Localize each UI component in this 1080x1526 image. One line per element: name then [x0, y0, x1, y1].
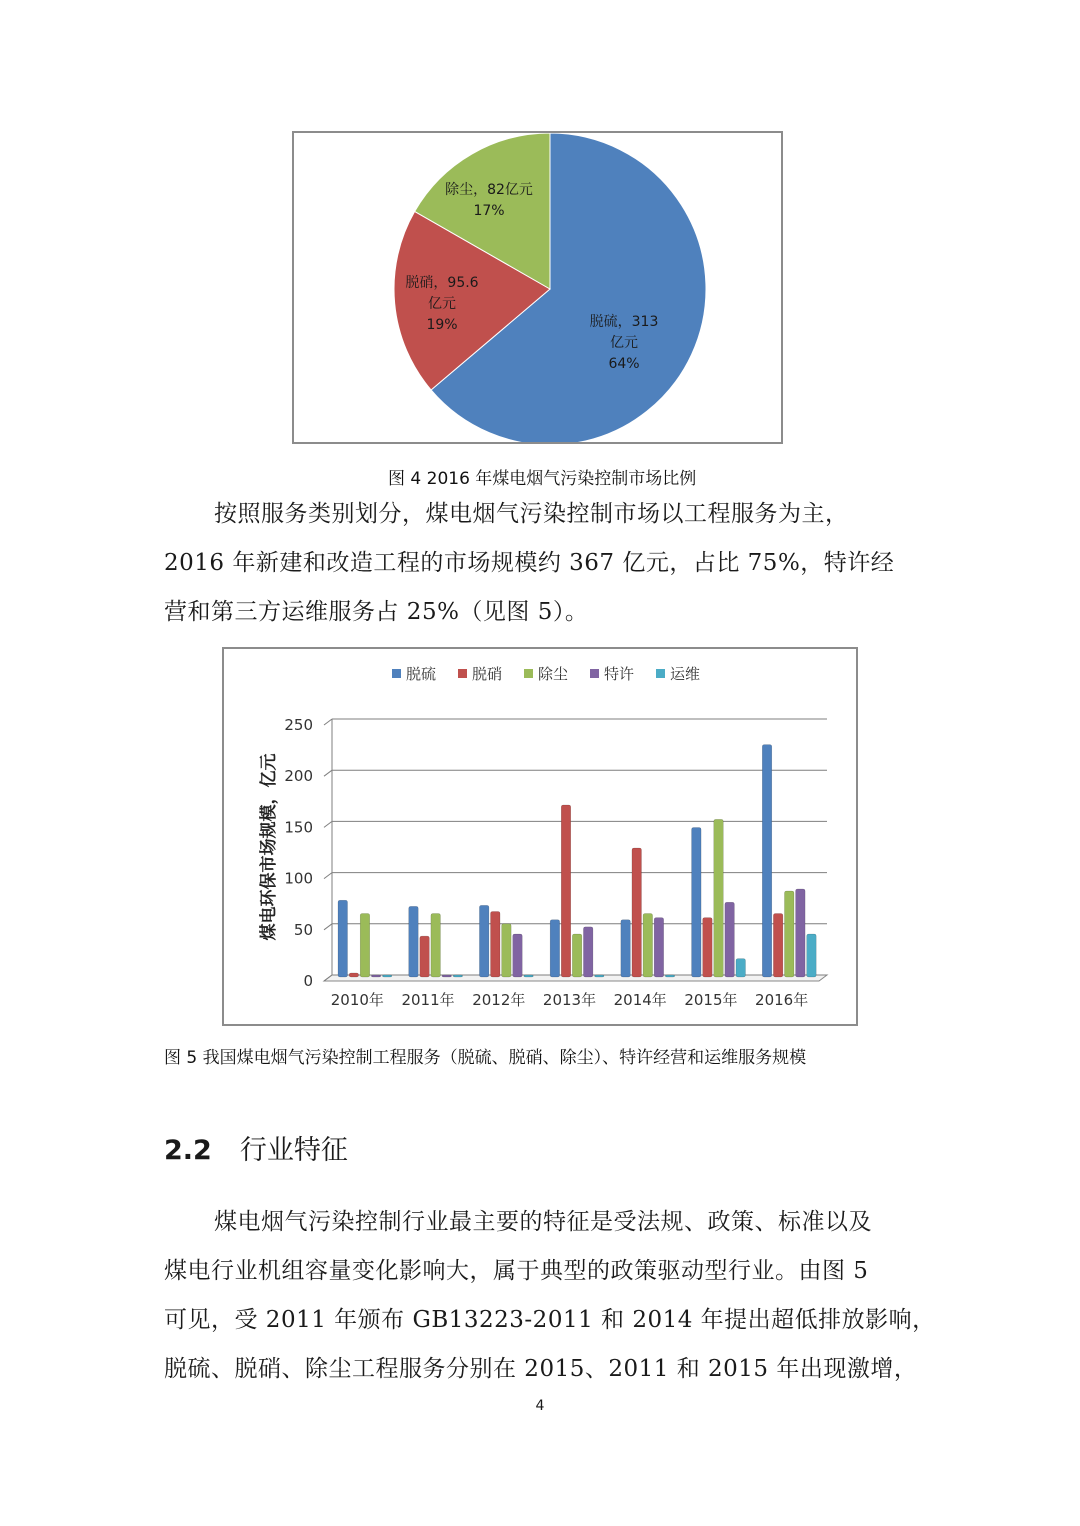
- x-tick-label: 2010年: [330, 991, 384, 1009]
- figure4-caption: 图 4 2016 年煤电烟气污染控制市场比例: [388, 469, 697, 489]
- legend-swatch-1: [458, 669, 467, 678]
- bar-1-1: [420, 936, 430, 977]
- paragraph1-line: 2016 年新建和改造工程的市场规模约 367 亿元，占比 75%，特许经: [164, 550, 895, 576]
- bar-0-1: [409, 906, 419, 977]
- pie-data-label: 脱硫，313: [589, 314, 659, 330]
- y-tick-label: 50: [293, 920, 313, 939]
- bar-chart: [224, 649, 856, 1024]
- paragraph2-line: 煤电烟气污染控制行业最主要的特征是受法规、政策、标准以及: [214, 1209, 872, 1235]
- bar-4-6: [807, 934, 817, 977]
- pie-data-label: 17%: [473, 203, 505, 219]
- section-number: 2.2: [164, 1135, 212, 1166]
- page-number: 4: [535, 1398, 545, 1414]
- bar-1-6: [773, 914, 783, 977]
- bar-0-6: [762, 745, 772, 977]
- bar-2-3: [572, 934, 582, 977]
- gridline-depth: [324, 924, 332, 930]
- pie-data-label: 亿元: [428, 296, 456, 312]
- y-tick-label: 150: [284, 818, 313, 837]
- pie-data-label: 除尘，82亿元: [445, 182, 533, 198]
- legend-label-3: 特许: [604, 665, 635, 683]
- pie-data-label: 亿元: [610, 335, 638, 351]
- bar-3-6: [796, 889, 806, 977]
- bar-4-4: [665, 975, 675, 977]
- x-tick-label: 2013年: [542, 991, 597, 1009]
- section-title: 行业特征: [239, 1135, 348, 1166]
- x-tick-label: 2016年: [755, 991, 809, 1009]
- paragraph1-line: 按照服务类别划分，煤电烟气污染控制市场以工程服务为主，: [214, 501, 849, 527]
- paragraph2-line: 可见，受 2011 年颁布 GB13223-2011 和 2014 年提出超低排放影响，: [164, 1307, 936, 1333]
- legend-label-1: 脱硝: [472, 665, 503, 683]
- pie-data-label: 19%: [426, 317, 458, 333]
- y-axis-label: 煤电环保市场规模，亿元: [259, 753, 279, 941]
- legend-label-4: 运维: [670, 665, 701, 683]
- x-tick-label: 2012年: [472, 991, 526, 1009]
- x-tick-label: 2014年: [613, 991, 667, 1009]
- bar-chart-frame: [222, 647, 858, 1026]
- bar-3-4: [654, 918, 664, 977]
- gridline-depth: [324, 821, 332, 827]
- bar-2-4: [643, 914, 653, 977]
- legend-swatch-3: [590, 669, 599, 678]
- bar-0-2: [479, 905, 489, 977]
- legend-swatch-0: [392, 669, 401, 678]
- paragraph2-line: 煤电行业机组容量变化影响大，属于典型的政策驱动型行业。由图 5: [164, 1258, 869, 1284]
- gridline-depth: [324, 719, 332, 725]
- legend-swatch-4: [656, 669, 665, 678]
- bar-4-5: [736, 959, 746, 977]
- bar-4-2: [524, 975, 534, 977]
- y-tick-label: 250: [284, 716, 313, 734]
- bar-4-1: [453, 975, 463, 977]
- bar-3-2: [513, 934, 523, 977]
- bar-3-3: [583, 927, 593, 977]
- bar-0-0: [338, 900, 348, 977]
- figure5-caption: 图 5 我国煤电烟气污染控制工程服务（脱硫、脱硝、除尘）、特许经营和运维服务规模: [164, 1048, 807, 1068]
- bar-1-4: [632, 848, 642, 977]
- bar-4-0: [382, 975, 392, 977]
- bar-3-0: [371, 975, 381, 977]
- bar-2-0: [360, 914, 370, 977]
- bar-3-1: [442, 975, 452, 977]
- bar-0-4: [621, 920, 631, 977]
- y-tick-label: 100: [284, 869, 313, 888]
- pie-data-label: 脱硝，95.6: [405, 275, 479, 291]
- pie-chart-frame: [292, 131, 783, 444]
- legend-label-0: 脱硫: [406, 665, 437, 683]
- bar-2-2: [502, 924, 512, 977]
- paragraph2-line: 脱硫、脱硝、除尘工程服务分别在 2015、2011 和 2015 年出现激增，: [164, 1356, 918, 1382]
- bar-1-2: [491, 912, 501, 977]
- bar-3-5: [725, 902, 735, 977]
- paragraph1-line: 营和第三方运维服务占 25%（见图 5）。: [164, 599, 589, 625]
- legend-label-2: 除尘: [538, 665, 569, 683]
- x-tick-label: 2011年: [401, 991, 455, 1009]
- bar-1-3: [561, 805, 571, 977]
- section-heading: [164, 1128, 348, 1167]
- bar-2-1: [431, 914, 441, 977]
- bar-1-0: [349, 973, 359, 977]
- pie-chart: [294, 133, 781, 442]
- bar-4-3: [595, 975, 605, 977]
- bar-2-5: [714, 819, 724, 977]
- pie-data-label: 64%: [608, 356, 640, 372]
- bar-0-3: [550, 920, 560, 977]
- bar-1-5: [703, 918, 713, 977]
- y-tick-label: 200: [284, 767, 313, 786]
- y-tick-label: 0: [303, 972, 313, 990]
- x-tick-label: 2015年: [684, 991, 738, 1009]
- bar-2-6: [784, 891, 794, 977]
- bar-0-5: [692, 828, 702, 977]
- legend-swatch-2: [524, 669, 533, 678]
- gridline-depth: [324, 873, 332, 879]
- gridline-depth: [324, 770, 332, 776]
